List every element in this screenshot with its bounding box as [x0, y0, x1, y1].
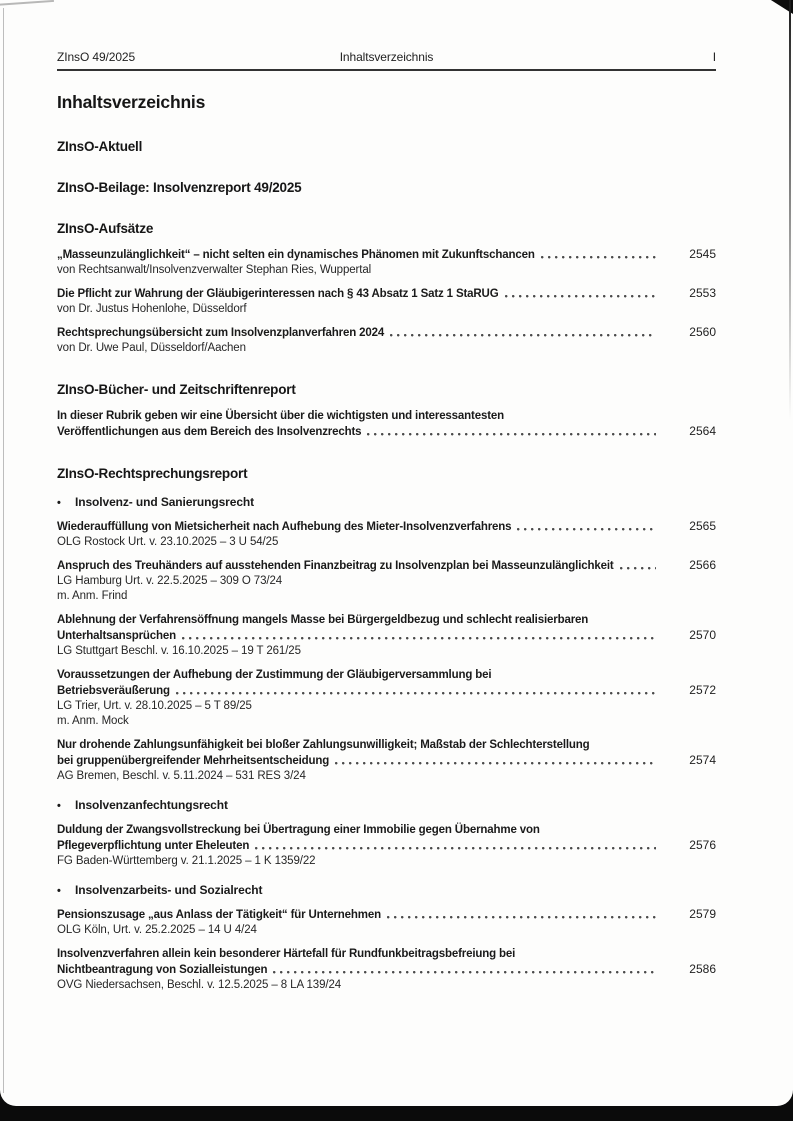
bullet-icon: •	[57, 885, 61, 897]
section-heading	[57, 180, 716, 195]
entry-title: Betriebsveräußerung	[57, 685, 170, 697]
leader-dots	[335, 753, 656, 769]
scan-artifact-top-left	[0, 0, 54, 6]
entry-subline: LG Hamburg Urt. v. 22.5.2025 – 309 O 73/24	[57, 575, 283, 587]
section-heading-label: ZInsO-Rechtsprechungsreport	[57, 466, 248, 481]
toc-entry-lines	[57, 286, 716, 317]
toc-entry-lines	[57, 907, 716, 938]
entry-last-line	[57, 628, 716, 644]
running-head-issue: ZInsO 49/2025	[57, 50, 136, 64]
toc-entry-lines	[57, 408, 716, 440]
section-heading-label: ZInsO-Aufsätze	[57, 221, 154, 236]
entry-page-number: 2560	[689, 325, 716, 339]
toc-entry	[57, 822, 716, 869]
entry-title-line: Voraussetzungen der Aufhebung der Zustimmung der Gläubigerversammlung bei	[57, 669, 492, 681]
leader-dots	[367, 424, 656, 440]
entry-last-line	[57, 558, 716, 574]
subsection-heading	[57, 883, 716, 897]
section-heading-label: ZInsO-Bücher- und Zeitschriftenreport	[57, 382, 296, 397]
entry-page-number: 2570	[689, 628, 716, 642]
entry-title: Nichtbeantragung von Sozialleistungen	[57, 964, 268, 976]
entry-last-line	[57, 519, 716, 535]
toc-entry	[57, 907, 716, 938]
leader-dots	[273, 962, 656, 978]
entry-last-line	[57, 247, 716, 263]
section-heading	[57, 466, 716, 481]
entry-last-line	[57, 325, 716, 341]
toc-entry	[57, 737, 716, 784]
entry-page-number: 2566	[689, 558, 716, 572]
leader-dots	[517, 519, 656, 535]
entry-title-line: Nur drohende Zahlungsunfähigkeit bei bloßer Zahlungsunwilligkeit; Maßstab der Schlechterstellung	[57, 739, 590, 751]
entry-subline: m. Anm. Mock	[57, 715, 129, 727]
entry-page-number: 2579	[689, 907, 716, 921]
entry-page-number: 2572	[689, 683, 716, 697]
toc-entry	[57, 408, 716, 440]
leader-dots	[505, 286, 656, 302]
entry-page-number: 2576	[689, 838, 716, 852]
leader-dots	[255, 838, 656, 854]
toc-entry	[57, 325, 716, 356]
bullet-icon: •	[57, 800, 61, 812]
entry-title: Die Pflicht zur Wahrung der Gläubigerinteressen nach § 43 Absatz 1 Satz 1 StaRUG	[57, 288, 499, 300]
entry-title-line: Ablehnung der Verfahrensöffnung mangels Masse bei Bürgergeldbezug und schlecht realisierbaren	[57, 614, 589, 626]
subsection-heading	[57, 798, 716, 812]
toc-entry	[57, 519, 716, 550]
entry-page-number: 2574	[689, 753, 716, 767]
entry-last-line	[57, 838, 716, 854]
entry-title: bei gruppenübergreifender Mehrheitsentscheidung	[57, 755, 330, 767]
toc-entry-lines	[57, 667, 716, 729]
section-heading	[57, 382, 716, 397]
entry-subline: OVG Niedersachsen, Beschl. v. 12.5.2025 – 8 LA 139/24	[57, 979, 342, 991]
entry-last-line	[57, 286, 716, 302]
toc-entry	[57, 247, 716, 278]
scan-binding-edge-left	[3, 8, 4, 1093]
toc-entry-lines	[57, 325, 716, 356]
entry-last-line	[57, 683, 716, 699]
section-heading	[57, 221, 716, 236]
leader-dots	[176, 683, 656, 699]
entry-title: Veröffentlichungen aus dem Bereich des Insolvenzrechts	[57, 426, 362, 438]
toc-flow	[57, 92, 716, 1001]
entry-title: Anspruch des Treuhänders auf ausstehenden Finanzbeitrag zu Insolvenzplan bei Masseunzulänglichkeit	[57, 560, 614, 572]
entry-page-number: 2586	[689, 962, 716, 976]
subsection-heading	[57, 495, 716, 509]
toc-entry	[57, 558, 716, 604]
entry-last-line	[57, 753, 716, 769]
leader-dots	[390, 325, 656, 341]
entry-subline: von Dr. Justus Hohenlohe, Düsseldorf	[57, 303, 247, 315]
subsection-label: Insolvenz- und Sanierungsrecht	[75, 495, 255, 509]
section-heading-label: ZInsO-Aktuell	[57, 139, 143, 154]
entry-subline: FG Baden-Württemberg v. 21.1.2025 – 1 K 1359/22	[57, 855, 316, 867]
toc-entry	[57, 612, 716, 659]
entry-subline: von Dr. Uwe Paul, Düsseldorf/Aachen	[57, 342, 246, 354]
running-head-section: Inhaltsverzeichnis	[339, 50, 434, 64]
entry-page-number: 2553	[689, 286, 716, 300]
section-heading	[57, 139, 716, 154]
entry-title: Rechtsprechungsübersicht zum Insolvenzplanverfahren 2024	[57, 327, 385, 339]
entry-title-line: In dieser Rubrik geben wir eine Übersicht über die wichtigsten und interessantesten	[57, 410, 505, 422]
leader-dots	[387, 907, 656, 923]
entry-last-line	[57, 962, 716, 978]
leader-dots	[541, 247, 656, 263]
entry-title: „Masseunzulänglichkeit“ – nicht selten ein dynamisches Phänomen mit Zukunftschancen	[57, 249, 535, 261]
entry-subline: LG Stuttgart Beschl. v. 16.10.2025 – 19 T 261/25	[57, 645, 301, 657]
entry-subline: AG Bremen, Beschl. v. 5.11.2024 – 531 RES 3/24	[57, 770, 306, 782]
entry-title: Pflegeverpflichtung unter Eheleuten	[57, 840, 250, 852]
toc-entry-lines	[57, 946, 716, 993]
leader-dots	[182, 628, 656, 644]
toc-entry	[57, 286, 716, 317]
entry-page-number: 2545	[689, 247, 716, 261]
entry-page-number: 2564	[689, 424, 716, 438]
entry-subline: OLG Rostock Urt. v. 23.10.2025 – 3 U 54/25	[57, 536, 279, 548]
scan-edge-right	[789, 0, 791, 420]
entry-last-line	[57, 907, 716, 923]
page-title: Inhaltsverzeichnis	[57, 92, 206, 112]
entry-title-line: Insolvenzverfahren allein kein besonderer Härtefall für Rundfunkbeitragsbefreiung bei	[57, 948, 516, 960]
entry-title: Wiederauffüllung von Mietsicherheit nach Aufhebung des Mieter-Insolvenzverfahrens	[57, 521, 512, 533]
entry-title: Pensionszusage „aus Anlass der Tätigkeit“ für Unternehmen	[57, 909, 381, 921]
entry-subline: von Rechtsanwalt/Insolvenzverwalter Stephan Ries, Wuppertal	[57, 264, 372, 276]
leader-dots	[620, 558, 656, 574]
toc-entry-lines	[57, 247, 716, 278]
toc-entry-lines	[57, 519, 716, 550]
toc-entry-lines	[57, 558, 716, 604]
toc-entry-lines	[57, 737, 716, 784]
entry-title: Unterhaltsansprüchen	[57, 630, 177, 642]
entry-last-line	[57, 424, 716, 440]
entry-subline: m. Anm. Frind	[57, 590, 128, 602]
toc-entry-lines	[57, 612, 716, 659]
running-head-page-number: I	[712, 50, 716, 64]
section-heading-label: ZInsO-Beilage: Insolvenzreport 49/2025	[57, 180, 302, 195]
running-head	[57, 50, 716, 71]
entry-page-number: 2565	[689, 519, 716, 533]
toc-entry	[57, 667, 716, 729]
subsection-label: Insolvenzarbeits- und Sozialrecht	[75, 883, 263, 897]
entry-subline: LG Trier, Urt. v. 28.10.2025 – 5 T 89/25	[57, 700, 252, 712]
bullet-icon: •	[57, 497, 61, 509]
entry-title-line: Duldung der Zwangsvollstreckung bei Übertragung einer Immobilie gegen Übernahme von	[57, 824, 540, 836]
toc-entry	[57, 946, 716, 993]
entry-subline: OLG Köln, Urt. v. 25.2.2025 – 14 U 4/24	[57, 924, 257, 936]
subsection-label: Insolvenzanfechtungsrecht	[75, 798, 228, 812]
toc-entry-lines	[57, 822, 716, 869]
